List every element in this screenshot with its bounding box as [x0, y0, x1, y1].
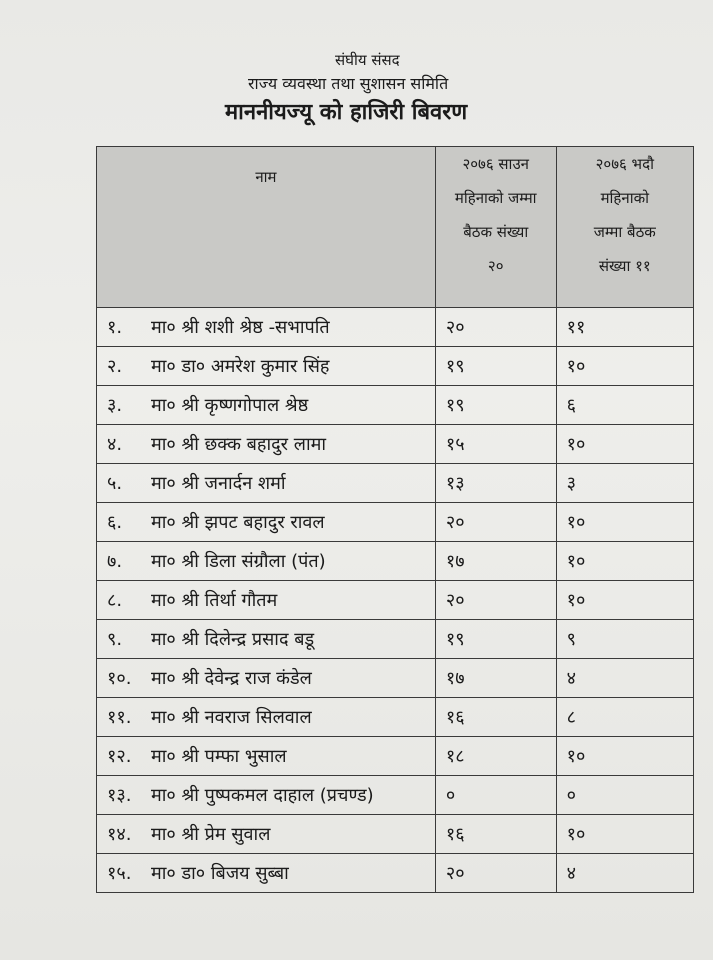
header-line: संख्या ११ [598, 257, 651, 275]
saun-count: १५ [435, 425, 556, 464]
table-header-row [97, 147, 694, 308]
member-cell [97, 347, 436, 386]
bhadau-count: १० [556, 542, 693, 581]
attendance-table [96, 146, 694, 893]
member-name: मा० श्री दिलेन्द्र प्रसाद बडू [151, 629, 315, 650]
member-name: मा० श्री तिर्था गौतम [151, 590, 278, 611]
member-cell [97, 386, 436, 425]
table-row [97, 737, 694, 776]
member-name: मा० डा० अमरेश कुमार सिंह [151, 356, 330, 377]
committee-name: राज्य व्यवस्था तथा सुशासन समिति [248, 74, 449, 93]
parliament-name: संघीय संसद [335, 51, 400, 69]
column-header-saun [435, 147, 556, 308]
member-cell [97, 737, 436, 776]
bhadau-count: ९ [556, 620, 693, 659]
row-index: ४. [107, 434, 123, 455]
member-name: मा० श्री झपट बहादुर रावल [151, 512, 325, 533]
table-row [97, 854, 694, 893]
member-name: मा० श्री पम्फा भुसाल [151, 746, 287, 767]
header-line: महिनाको [600, 189, 649, 207]
bhadau-count: १० [556, 815, 693, 854]
saun-count: १३ [435, 464, 556, 503]
saun-count: ० [435, 776, 556, 815]
member-cell [97, 854, 436, 893]
bhadau-count: १० [556, 347, 693, 386]
row-index: १०. [107, 668, 132, 689]
saun-count: १८ [435, 737, 556, 776]
table-row [97, 620, 694, 659]
bhadau-count: १० [556, 425, 693, 464]
table-row [97, 464, 694, 503]
row-index: १. [107, 317, 123, 338]
bhadau-count: ० [556, 776, 693, 815]
bhadau-count: १० [556, 737, 693, 776]
table-row [97, 581, 694, 620]
member-name: मा० श्री प्रेम सुवाल [151, 824, 271, 845]
row-index: ३. [107, 395, 123, 416]
member-name: मा० श्री डिला संग्रौला (पंत) [151, 551, 326, 572]
row-index: ६. [107, 512, 123, 533]
header-line: २०७६ भदौ [595, 155, 654, 173]
bhadau-count: ४ [556, 659, 693, 698]
table-row [97, 698, 694, 737]
table-row [97, 659, 694, 698]
bhadau-count: १० [556, 503, 693, 542]
member-name: मा० श्री नवराज सिलवाल [151, 707, 312, 728]
saun-count: १९ [435, 386, 556, 425]
header-line: २०७६ साउन [462, 155, 529, 173]
saun-count: २० [435, 581, 556, 620]
saun-count: १९ [435, 347, 556, 386]
row-index: १२. [107, 746, 132, 767]
member-cell [97, 308, 436, 347]
member-cell [97, 464, 436, 503]
row-index: २. [107, 356, 123, 377]
saun-count: २० [435, 503, 556, 542]
member-name: मा० श्री जनार्दन शर्मा [151, 473, 286, 494]
saun-count: २० [435, 308, 556, 347]
saun-count: १७ [435, 659, 556, 698]
member-cell [97, 698, 436, 737]
member-name: मा० श्री कृष्णगोपाल श्रेष्ठ [151, 395, 309, 416]
bhadau-count: ३ [556, 464, 693, 503]
header-line: जम्मा बैठक [593, 223, 656, 241]
table-row [97, 503, 694, 542]
table-row [97, 542, 694, 581]
table-row [97, 776, 694, 815]
saun-count: १६ [435, 815, 556, 854]
member-cell [97, 776, 436, 815]
bhadau-count: ८ [556, 698, 693, 737]
row-index: ७. [107, 551, 123, 572]
table-row [97, 308, 694, 347]
row-index: १५. [107, 863, 132, 884]
row-index: ८. [107, 590, 123, 611]
member-name: मा० श्री शशी श्रेष्ठ -सभापति [151, 317, 330, 338]
row-index: ५. [107, 473, 123, 494]
header-line: बैठक संख्या [463, 223, 529, 241]
member-cell [97, 815, 436, 854]
member-cell [97, 581, 436, 620]
row-index: १४. [107, 824, 132, 845]
bhadau-count: ६ [556, 386, 693, 425]
row-index: १३. [107, 785, 132, 806]
saun-count: १९ [435, 620, 556, 659]
member-name: मा० डा० बिजय सुब्बा [151, 863, 289, 884]
bhadau-count: ४ [556, 854, 693, 893]
saun-count: १६ [435, 698, 556, 737]
header-line: महिनाको जम्मा [454, 189, 537, 207]
member-cell [97, 542, 436, 581]
member-cell [97, 425, 436, 464]
table-row [97, 815, 694, 854]
row-index: ११. [107, 707, 132, 728]
member-cell [97, 620, 436, 659]
member-cell [97, 503, 436, 542]
page-title: माननीयज्यू को हाजिरी बिवरण [225, 100, 468, 125]
saun-count: १७ [435, 542, 556, 581]
column-header-bhadau [556, 147, 693, 308]
table-row [97, 425, 694, 464]
header-line: २० [487, 257, 504, 275]
member-name: मा० श्री पुष्पकमल दाहाल (प्रचण्ड) [151, 785, 374, 806]
table-row [97, 386, 694, 425]
bhadau-count: ११ [556, 308, 693, 347]
saun-count: २० [435, 854, 556, 893]
member-name: मा० श्री छक्क बहादुर लामा [151, 434, 327, 455]
member-cell [97, 659, 436, 698]
table-row [97, 347, 694, 386]
column-header-name: नाम [97, 147, 436, 308]
bhadau-count: १० [556, 581, 693, 620]
row-index: ९. [107, 629, 123, 650]
member-name: मा० श्री देवेन्द्र राज कंडेल [151, 668, 312, 689]
